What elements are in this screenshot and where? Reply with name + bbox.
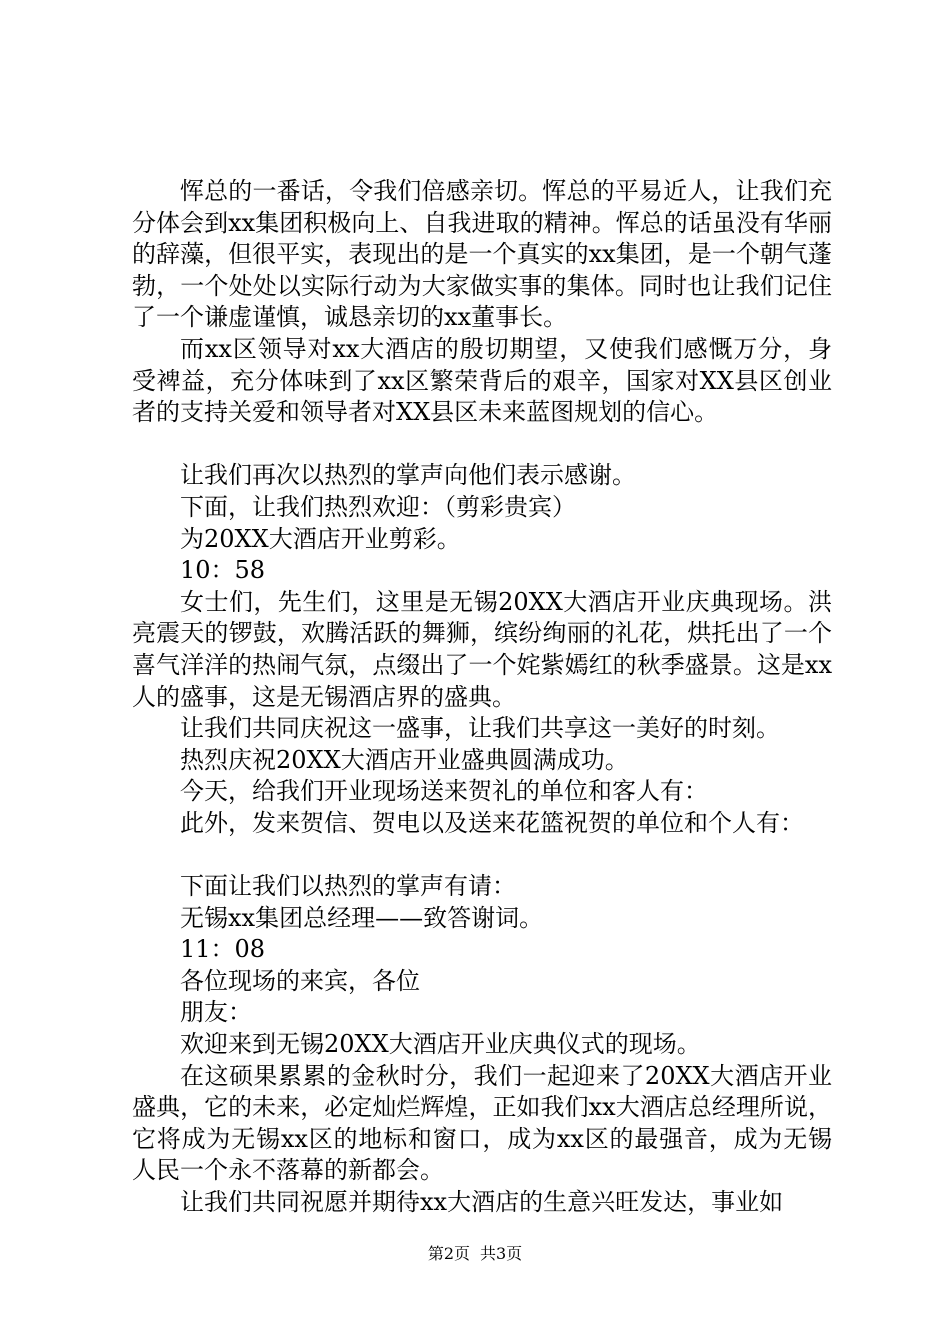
paragraph: 各位现场的来宾，各位	[180, 966, 420, 995]
paragraph: 下面，让我们热烈欢迎：（剪彩贵宾）	[180, 492, 576, 521]
paragraph: 11：08	[180, 935, 266, 964]
paragraph: 让我们共同庆祝这一盛事，让我们共享这一美好的时刻。	[180, 714, 780, 743]
paragraph: 恽总的一番话，令我们倍感亲切。恽总的平易近人，让我们充分体会到xx集团积极向上、自我进取的精神。恽总的话虽没有华丽的辞藻，但很平实，表现出的是一个真实的xx集团，是一个朝气蓬勃，一个处处以实际行动为大家做实事的集体。同时也让我们记住了一个谦虚谨慎，诚恳亲切的xx董事长。	[132, 177, 832, 332]
paragraph: 今天，给我们开业现场送来贺礼的单位和客人有：	[180, 777, 708, 806]
paragraph: 女士们，先生们，这里是无锡20XX大酒店开业庆典现场。洪亮震天的锣鼓，欢腾活跃的舞狮，缤纷绚丽的礼花，烘托出了一个喜气洋洋的热闹气氛，点缀出了一个姹紫嫣红的秋季盛景。这是xx人的盛事，这是无锡酒店界的盛典。	[132, 587, 832, 711]
paragraph: 欢迎来到无锡20XX大酒店开业庆典仪式的现场。	[180, 1030, 701, 1059]
paragraph: 此外，发来贺信、贺电以及送来花篮祝贺的单位和个人有：	[180, 808, 804, 837]
paragraph: 在这硕果累累的金秋时分，我们一起迎来了20XX大酒店开业盛典，它的未来，必定灿烂辉煌，正如我们xx大酒店总经理所说，它将成为无锡xx区的地标和窗口，成为xx区的最强音，成为无锡人民一个永不落幕的新都会。	[132, 1061, 832, 1185]
document-body	[132, 176, 832, 1219]
paragraph: 下面让我们以热烈的掌声有请：	[180, 872, 516, 901]
paragraph: 让我们共同祝愿并期待xx大酒店的生意兴旺发达，事业如	[180, 1188, 784, 1216]
paragraph: 朋友：	[180, 998, 252, 1027]
page-footer	[0, 1244, 950, 1264]
paragraph: 让我们再次以热烈的掌声向他们表示感谢。	[180, 461, 636, 490]
paragraph: 而xx区领导对xx大酒店的殷切期望，又使我们感慨万分，身受裨益，充分体味到了xx区繁荣背后的艰辛，国家对XX县区创业者的支持关爱和领导者对XX县区未来蓝图规划的信心。	[132, 334, 832, 427]
page-total: 共3页	[480, 1244, 523, 1263]
blank-line	[132, 839, 832, 871]
paragraph: 热烈庆祝20XX大酒店开业盛典圆满成功。	[180, 745, 629, 774]
paragraph: 无锡xx集团总经理——致答谢词。	[180, 903, 544, 932]
page-number: 第2页	[427, 1244, 470, 1263]
blank-line	[132, 429, 832, 461]
paragraph: 10：58	[180, 556, 266, 585]
paragraph: 为20XX大酒店开业剪彩。	[180, 524, 461, 553]
